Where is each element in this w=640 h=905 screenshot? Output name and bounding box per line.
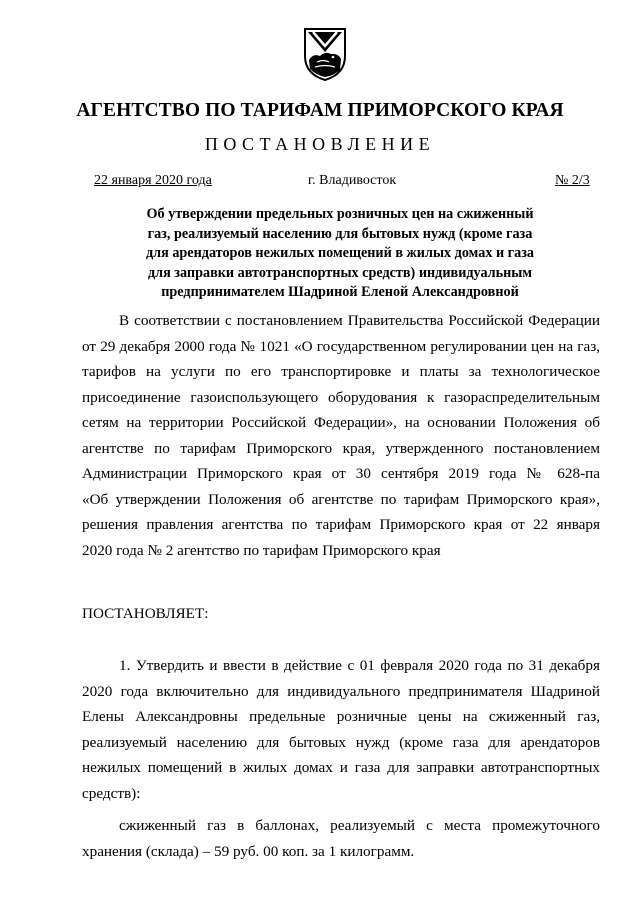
document-number: № 2/3	[555, 173, 590, 188]
text-line: В соответствии с постановлением Правительства Российской Федерации	[119, 312, 600, 329]
text-line: Елены Александровны предельные розничные цены на сжиженный газ,	[82, 708, 600, 725]
document-date: 22 января 2020 года	[94, 173, 212, 188]
subject-line: для заправки автотранспортных средств) индивидуальным	[147, 264, 533, 281]
text-line: «Об утверждении Положения об агентстве по тарифам Приморского края»,	[82, 490, 600, 508]
document-type: ПОСТАНОВЛЕНИЕ	[204, 134, 436, 154]
primorsky-krai-coat-of-arms-icon	[303, 26, 347, 82]
text-line: сетям на территории Российской Федерации», на основании Положения об	[82, 414, 600, 431]
text-line: 2020 года № 2 агентство по тарифам Приморского края	[82, 541, 441, 559]
text-line: 2020 года включительно для индивидуального предпринимателя Шадриной	[82, 682, 600, 700]
text-line: от 29 декабря 2000 года № 1021 «О государственном регулировании цен на газ,	[82, 337, 600, 355]
document-subject	[120, 205, 560, 303]
text-line: агентстве по тарифам Приморского края, утвержденного постановлением	[82, 439, 600, 457]
text-line: тарифов на услуги по его транспортировке и платы за технологическое	[82, 363, 600, 380]
item-1-paragraph	[82, 653, 600, 806]
text-line: решения правления агентства по тарифам Приморского края от 22 января	[82, 516, 600, 533]
text-line: реализуемый населению для бытовых нужд (кроме газа для арендаторов	[82, 733, 600, 751]
subject-line: газ, реализуемый населению для бытовых нужд (кроме газа	[147, 225, 533, 242]
document-city: г. Владивосток	[308, 173, 397, 188]
text-line: Администрации Приморского края от 30 сентября 2019 года № 628-па	[82, 465, 600, 482]
decree-word: ПОСТАНОВЛЯЕТ:	[82, 605, 209, 622]
subject-line: предпринимателем Шадриной Еленой Александровной	[161, 284, 519, 301]
preamble-paragraph	[82, 308, 600, 563]
subject-line: для арендаторов нежилых помещений в жилых домах и газа	[145, 245, 535, 262]
subject-line: Об утверждении предельных розничных цен на сжиженный	[146, 206, 534, 222]
text-line: сжиженный газ в баллонах, реализуемый с места промежуточного	[119, 817, 600, 834]
text-line: 1. Утвердить и ввести в действие с 01 февраля 2020 года по 31 декабря	[119, 657, 600, 674]
price-paragraph	[82, 813, 600, 864]
text-line: присоединение газоиспользующего оборудования к газораспределительным	[82, 388, 600, 406]
text-line: нежилых помещений в жилых домах и газа для заправки автотранспортных	[82, 759, 600, 776]
text-line: средств):	[82, 784, 141, 802]
text-line: хранения (склада) – 59 руб. 00 коп. за 1 килограмм.	[82, 842, 415, 860]
agency-title: АГЕНТСТВО ПО ТАРИФАМ ПРИМОРСКОГО КРАЯ	[76, 100, 564, 121]
